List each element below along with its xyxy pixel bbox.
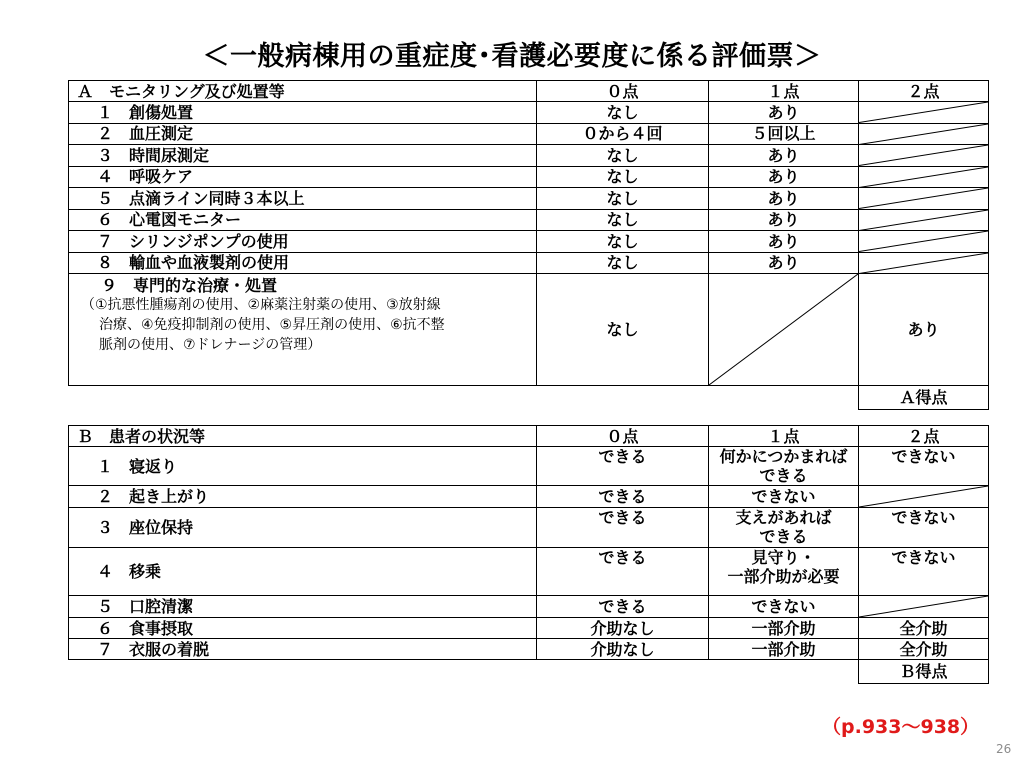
cell-0pt: 介助なし — [537, 618, 709, 639]
cell-1pt-line: 見守り・ — [751, 548, 816, 567]
row-label: １ 寝返り — [69, 447, 537, 486]
cell-0pt: できる — [537, 486, 709, 508]
cell-0pt: できる — [537, 447, 709, 486]
cell-2pt: できない — [859, 508, 989, 548]
table-a-header-2pt: ２点 — [859, 81, 989, 102]
cell-1pt: あり — [709, 166, 859, 188]
diagonal-line — [859, 102, 988, 123]
table-b-header-0pt: ０点 — [537, 426, 709, 447]
cell-1pt — [709, 596, 859, 618]
score-row — [69, 386, 989, 410]
table-row — [69, 209, 989, 231]
cell-1pt: あり — [709, 209, 859, 231]
cell-1pt: あり — [709, 231, 859, 253]
diagonal-line — [859, 596, 988, 617]
cell-1pt — [709, 618, 859, 639]
row-label: ３ 時間尿測定 — [69, 145, 537, 167]
cell-2pt-na — [859, 252, 989, 274]
row-label: ４ 移乗 — [69, 548, 537, 596]
row-note-line: 脈剤の使用、⑦ドレナージの管理） — [99, 337, 322, 353]
cell-1pt-line: 何かにつかまれば — [719, 447, 848, 466]
cell-2pt: できない — [859, 447, 989, 486]
row-label: ６ 食事摂取 — [69, 618, 537, 639]
score-row — [69, 660, 989, 684]
table-b-header-1pt: １点 — [709, 426, 859, 447]
diagonal-line — [859, 210, 988, 231]
cell-2pt-na — [859, 596, 989, 618]
row-label: ２ 血圧測定 — [69, 123, 537, 145]
cell-2pt-na — [859, 209, 989, 231]
score-b-label: Ｂ得点 — [859, 660, 989, 684]
row-label: １ 創傷処置 — [69, 102, 537, 124]
cell-0pt: なし — [537, 166, 709, 188]
cell-1pt-line: できる — [759, 466, 808, 485]
row-label-cell — [69, 274, 537, 386]
score-a-label: Ａ得点 — [859, 386, 989, 410]
cell-0pt: なし — [537, 102, 709, 124]
table-a-header-label: Ａ モニタリング及び処置等 — [69, 81, 537, 102]
table-row — [69, 231, 989, 253]
cell-0pt: なし — [537, 188, 709, 210]
cell-0pt: できる — [537, 596, 709, 618]
table-row — [69, 102, 989, 124]
row-note-line: （①抗悪性腫瘍剤の使用、②麻薬注射薬の使用、③放射線 — [81, 297, 441, 313]
cell-1pt-line: 一部介助 — [751, 639, 816, 659]
table-b-header-2pt: ２点 — [859, 426, 989, 447]
row-note-line: 治療、④免疫抑制剤の使用、⑤昇圧剤の使用、⑥抗不整 — [99, 317, 445, 333]
row-note — [73, 295, 532, 355]
row-label: ２ 起き上がり — [69, 486, 537, 508]
diagonal-line — [859, 231, 988, 252]
cell-2pt: あり — [859, 274, 989, 386]
diagonal-line — [709, 274, 858, 385]
cell-0pt: なし — [537, 252, 709, 274]
cell-1pt-line: 一部介助が必要 — [727, 567, 840, 586]
row-label: ９ 専門的な治療・処置 — [101, 276, 278, 295]
table-a-header-0pt: ０点 — [537, 81, 709, 102]
cell-2pt-na — [859, 102, 989, 124]
table-row — [69, 252, 989, 274]
cell-2pt-na — [859, 231, 989, 253]
cell-1pt-line: できない — [751, 487, 816, 506]
diagonal-line — [859, 486, 988, 507]
cell-2pt: 全介助 — [859, 618, 989, 639]
cell-0pt: できる — [537, 548, 709, 596]
table-row — [69, 123, 989, 145]
diagonal-line — [859, 145, 988, 166]
page-title: ＜一般病棟用の重症度･看護必要度に係る評価票＞ — [202, 41, 822, 72]
cell-1pt: ５回以上 — [709, 123, 859, 145]
cell-2pt-na — [859, 123, 989, 145]
cell-0pt: なし — [537, 209, 709, 231]
cell-0pt: できる — [537, 508, 709, 548]
page-reference: （p.933〜938） — [822, 716, 980, 738]
cell-2pt-na — [859, 188, 989, 210]
table-a-header-row — [69, 81, 989, 102]
table-row — [69, 618, 989, 639]
table-row — [69, 166, 989, 188]
table-row — [69, 274, 989, 386]
cell-1pt-line: 支えがあれば — [735, 508, 832, 527]
table-row — [69, 596, 989, 618]
cell-1pt — [709, 508, 859, 548]
row-label: ７ 衣服の着脱 — [69, 639, 537, 660]
table-row — [69, 188, 989, 210]
cell-1pt: あり — [709, 145, 859, 167]
table-row — [69, 508, 989, 548]
row-label: ５ 口腔清潔 — [69, 596, 537, 618]
cell-1pt — [709, 639, 859, 660]
cell-1pt-line: できない — [751, 597, 816, 616]
cell-2pt: 全介助 — [859, 639, 989, 660]
row-label: ８ 輸血や血液製剤の使用 — [69, 252, 537, 274]
cell-0pt: なし — [537, 145, 709, 167]
row-label: ４ 呼吸ケア — [69, 166, 537, 188]
diagonal-line — [859, 253, 988, 274]
table-row — [69, 486, 989, 508]
cell-1pt — [709, 548, 859, 596]
cell-2pt-na — [859, 486, 989, 508]
diagonal-line — [859, 124, 988, 145]
cell-0pt: なし — [537, 274, 709, 386]
cell-1pt: あり — [709, 102, 859, 124]
row-label: ５ 点滴ライン同時３本以上 — [69, 188, 537, 210]
cell-1pt-line: 一部介助 — [751, 618, 816, 638]
cell-1pt — [709, 447, 859, 486]
diagonal-line — [859, 188, 988, 209]
assessment-table-b — [68, 425, 989, 684]
cell-0pt: ０から４回 — [537, 123, 709, 145]
table-b-header-row — [69, 426, 989, 447]
table-row — [69, 447, 989, 486]
table-row — [69, 145, 989, 167]
cell-1pt: あり — [709, 188, 859, 210]
row-label: ７ シリンジポンプの使用 — [69, 231, 537, 253]
table-a-body — [69, 102, 989, 274]
cell-0pt: なし — [537, 231, 709, 253]
row-label: ６ 心電図モニター — [69, 209, 537, 231]
diagonal-line — [859, 167, 988, 188]
cell-0pt: 介助なし — [537, 639, 709, 660]
table-b-body — [69, 447, 989, 660]
cell-1pt — [709, 486, 859, 508]
cell-1pt-line: できる — [759, 527, 808, 546]
table-row — [69, 639, 989, 660]
page-number: 26 — [996, 742, 1012, 756]
assessment-table-a — [68, 80, 989, 410]
row-label: ３ 座位保持 — [69, 508, 537, 548]
cell-1pt-na — [709, 274, 859, 386]
table-a-header-1pt: １点 — [709, 81, 859, 102]
cell-2pt: できない — [859, 548, 989, 596]
cell-2pt-na — [859, 145, 989, 167]
table-row — [69, 548, 989, 596]
cell-2pt-na — [859, 166, 989, 188]
cell-1pt: あり — [709, 252, 859, 274]
table-b-header-label: Ｂ 患者の状況等 — [69, 426, 537, 447]
